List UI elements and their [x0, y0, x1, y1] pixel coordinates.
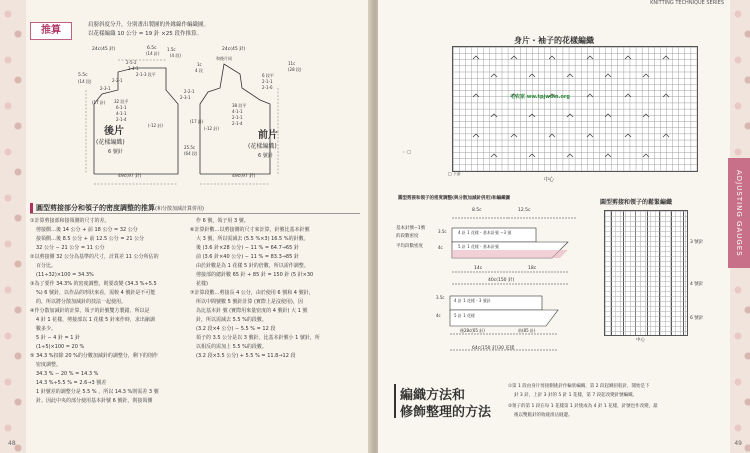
d2-h1: 3.5c [436, 295, 445, 300]
d1-row2: 5 針 1 花樣・基本針號 [458, 244, 499, 249]
col2-line-13: 領子的 3.5 公分是以 3 號針，比基本針號小 1 號針，所 [196, 335, 320, 341]
d2-h2: 4c [436, 313, 441, 318]
col1-line-3: 32 公分 − 21 公分 = 11 公分 [36, 245, 105, 251]
front-label: 前片 [258, 130, 278, 141]
back-top-e: (4 段) [170, 53, 181, 58]
front-st4: 4-1-1 [232, 109, 243, 114]
back-needle: 6 號針 [108, 149, 123, 155]
back-sh3: 2-1-3 段平 [136, 72, 156, 77]
front-n1: 1c [197, 62, 202, 67]
front-st6: 2-1-4 [232, 121, 243, 126]
col2-line-2: 大 3 號，所以需減去 (5.5 %×3) 16.5 %的針數。 [196, 236, 309, 242]
page-title: 推算 [30, 22, 72, 40]
front-side: (17 針) [190, 119, 204, 124]
col1-line-6: (11÷32)×100 = 34.3% [36, 272, 94, 278]
back-h1: 5.5c [78, 73, 88, 78]
col2-line-15: (3.2 段×3.5 公分) + 5.5 % = 11.8→12 段 [196, 353, 296, 359]
d1-lbl2: 的段數密度 [396, 234, 419, 239]
chart-title: 身片・袖子的花樣編織 [514, 36, 594, 45]
front-st1: 2-1-1 [262, 79, 273, 84]
back-sh2: 2-4-1 [128, 66, 139, 71]
ribbing-center-label: 中心 [636, 338, 645, 343]
back-top-b: 6.5c [147, 46, 157, 51]
watermark: 毛衣家 ww.tpjwoin.org [510, 94, 570, 100]
back-side: (17 針) [92, 100, 106, 105]
col1-line-9: 的，所以將分散加減針的技法一起使用。 [36, 299, 127, 305]
ribbing-needle-4: 4 號針 [690, 282, 704, 287]
method-title-line-1: 編織方法和 [400, 388, 466, 403]
col1-line-20: 針。因此中央的部分使用基本針號 6 號針，則接領側 [36, 398, 153, 404]
col2-line-9: 所以中間號數 5 號針計算 (實際上是沒使用)，因 [196, 299, 303, 305]
d1-lbl3: 平均段數密度 [396, 244, 423, 249]
col1-line-2: 接領側…後 8.5 公分 + 前 12.5 公分 = 21 公分 [36, 236, 145, 242]
col1-line-4: ②以剪接側 32 公分為基準的尺寸，計算差 11 公分所佔的 [30, 254, 159, 260]
d1-w1: 8.5c [472, 208, 482, 213]
lower-section-title: 圓型剪接和領子的密度調整(與分散加減針併用)和編織圖 [398, 196, 511, 201]
page-number-right: 49 [734, 440, 742, 447]
back-pattern: (花樣編織) [96, 139, 125, 146]
ribbing-title: 圓型剪接和領子的鬆緊編織 [600, 199, 673, 206]
d1-h1: 3.5c [438, 229, 447, 234]
ribbing-needle-6: 6 號針 [690, 316, 704, 321]
legend-down: □ 下針 [448, 171, 462, 176]
front-row-d: (64 段) [184, 151, 198, 156]
col2-line-14: 以相反的需加上 5.5 %的段數。 [196, 344, 267, 350]
front-neck-note: 和後片同 [216, 56, 232, 61]
d2-w1: 後28c(65 針) [460, 328, 485, 333]
col1-line-0: ①計算剪接部和接領側的尺寸的差。 [30, 218, 110, 224]
chart-center-label: 中心 [544, 177, 555, 183]
col1-line-18: 14.3 %÷5.5 % = 2.6→3 號差 [36, 380, 107, 386]
note-2b: 後以雙鬆針的收縫滑沾縫邊。 [514, 413, 573, 418]
col2-line-0: 作 6 號，領子用 3 號。 [196, 218, 249, 224]
legend-blank: ＝ □ [402, 149, 412, 154]
col1-line-7: ③為了要作 34.3% 的密度調整，則要改變 (34.3 %÷5.5 [30, 281, 157, 287]
section-subtitle: (和分散加減計算併用) [155, 206, 204, 212]
d2-w2: 前(85 針) [518, 328, 536, 333]
front-top-g: 2-3-1 [180, 95, 191, 100]
front-top-width: 24c(45 針) [222, 47, 246, 52]
back-sh5: 2-3-1 [100, 86, 111, 91]
col1-line-19: 1 針號差的調整分是 5.5 % ，所以 14.3 %則需差 3 號 [36, 389, 159, 395]
col1-line-12: 數多少。 [36, 326, 57, 332]
col1-line-14: (1÷5)×100 = 20 % [36, 344, 85, 350]
back-st3: 4-1-1 [116, 111, 127, 116]
col1-line-11: 4 針 1 花樣，剪接部以 1 花樣 5 針來作時，求出縮調 [36, 317, 155, 323]
ribbing-chart [604, 210, 688, 336]
col2-line-3: 後 (3.6 針×28 公分) − 11 % = 64.7→65 針 [196, 245, 299, 251]
section-bar [30, 203, 33, 213]
d2-row2: 5 針 1 花樣 [454, 313, 475, 318]
front-bottom: 49c(97 針) [232, 174, 256, 179]
back-bottom: 49c(97 針) [118, 174, 142, 179]
col2-line-4: 前 (3.6 針×40 公分) − 11 % = 83.3→85 針 [196, 254, 299, 260]
back-label: 後片 [104, 126, 124, 137]
front-dec: (-12 針) [204, 126, 219, 131]
back-sh4: 2-2-1 [112, 78, 123, 83]
col1-line-13: 5 針 − 4 針 = 1 針 [36, 335, 81, 341]
d1-w3: 14c [474, 266, 483, 271]
front-st2: 2-1-6 [262, 85, 273, 90]
floral-border-left [0, 0, 26, 453]
back-st2: 6-1-1 [116, 105, 127, 110]
page-number-left: 48 [8, 440, 16, 447]
col2-line-11: 針，所以需減去 5.5 %的段數。 [196, 317, 267, 323]
d2-w3: 64c(150 針)30 花樣 [472, 346, 515, 351]
front-needle: 6 號針 [258, 153, 273, 159]
front-row-a: 11c [288, 61, 296, 66]
note-1b: 針 3 針，上針 3 針的 5 針 1 花樣，第 7 段起改變針號編織。 [514, 393, 638, 398]
method-heading [394, 384, 492, 418]
stitch-chart [452, 46, 698, 172]
back-dec: (-12 針) [148, 123, 163, 128]
front-st0: 6 段平 [262, 73, 274, 78]
back-top-d: 1.5c [167, 47, 176, 52]
intro-line-1: 肩膀斜度分升，分別畫出製圖的外緣線作編織圖。 [88, 22, 210, 28]
back-st1: 32 段平 [114, 99, 129, 104]
d1-row1: 4 針 1 花樣・基本針號 −3 號 [458, 230, 512, 235]
note-1: ①第 1 段由身片剪接側挑針作輪狀編織，第 2 段起織扭般針，開始是下 [508, 384, 650, 389]
front-st3: 38 段平 [232, 103, 247, 108]
method-title-line-2: 修飾整理的方法 [400, 405, 492, 420]
col2-line-7: 花樣) [196, 281, 208, 287]
intro-line-2: 以花樣編織 10 公分 = 19 針 ×25 段作推算。 [88, 31, 202, 37]
left-page [0, 0, 372, 453]
front-row-c: 25.5c [184, 145, 196, 150]
d2-row1: 4 針 1 花樣・3 號針 [454, 298, 491, 303]
col2-line-10: 為比基本針 號 (實際用來量密度的 4 號針) 大 1 號 [196, 308, 308, 314]
series-header: KNITTING TECHNIQUE SERIES [650, 0, 724, 6]
back-sh1: 2-5-2 [126, 60, 137, 65]
right-page [378, 0, 750, 453]
front-row-b: (28 段) [288, 67, 302, 72]
front-pattern: (花樣編織) [248, 143, 277, 150]
ribbing-needle-3: 3 號針 [690, 240, 704, 245]
col1-line-17: 34.3 % − 20 % = 14.3 % [36, 371, 99, 377]
side-tab: ADJUSTING GAUGES [728, 158, 750, 268]
d1-w2: 12.5c [518, 208, 531, 213]
d1-w5: 40c(150 針) [488, 278, 515, 283]
back-outline [94, 68, 178, 174]
front-st5: 2-1-1 [232, 115, 243, 120]
col1-line-5: 百分比。 [36, 263, 57, 269]
section-heading [30, 203, 360, 214]
yoke-diagram-1 [448, 210, 588, 290]
note-2: ②領子的第 1 段在每 1 花樣第 1 針使成為 4 針 1 花樣，針號也作改變，最 [508, 404, 658, 409]
col2-line-8: ⑦計算段數…剪接長 4 公分，由於使用 6 號和 4 號針， [190, 290, 314, 296]
back-top-width: 24c(45 針) [92, 47, 116, 52]
col1-line-10: ④作分散加減針的計算，領子的針號雙方製錯，所以是 [30, 308, 150, 314]
col2-line-1: ⑥計算針數…以剪接側的尺寸來計算，針號比基本針號 [190, 227, 310, 233]
back-st4: 2-1-4 [116, 117, 127, 122]
stitch-chart-symbols [453, 47, 697, 171]
d1-lbl1: 基本針號−1號 [396, 226, 426, 231]
section-title: 圓型剪接部分和領子的密度調整的推算 [36, 204, 155, 212]
col2-line-5: 由於針數是為 1 花樣 5 針的倍數，所以需作調整。 [196, 263, 309, 269]
d1-w4: 18c [528, 266, 537, 271]
front-top-f: 2-2-1 [184, 89, 195, 94]
d1-h2: 4c [438, 245, 443, 250]
col1-line-1: 剪接側…後 14 公分 + 前 18 公分 = 32 公分 [36, 227, 138, 233]
col1-line-15: ⑤ 34.3 %扣除 20 %的分數加減針的調整分，剩下的則作 [30, 353, 158, 359]
garment-diagram [74, 44, 314, 192]
col2-line-6: 剪接部的總針數 65 針 + 85 針 = 150 針 (5 針×30 [196, 272, 314, 278]
back-h2: (14 段) [78, 79, 92, 84]
col1-line-8: %) 6 號針，以作品的形狀來看，需較 4 號針是不可能 [36, 290, 156, 296]
col2-line-12: (3.2 段×4 公分) − 5.5 % = 12 段 [196, 326, 276, 332]
col1-line-16: 密度調整。 [36, 362, 62, 368]
front-n2: 4 段 [195, 68, 203, 73]
back-top-c: (14 針) [146, 51, 160, 56]
